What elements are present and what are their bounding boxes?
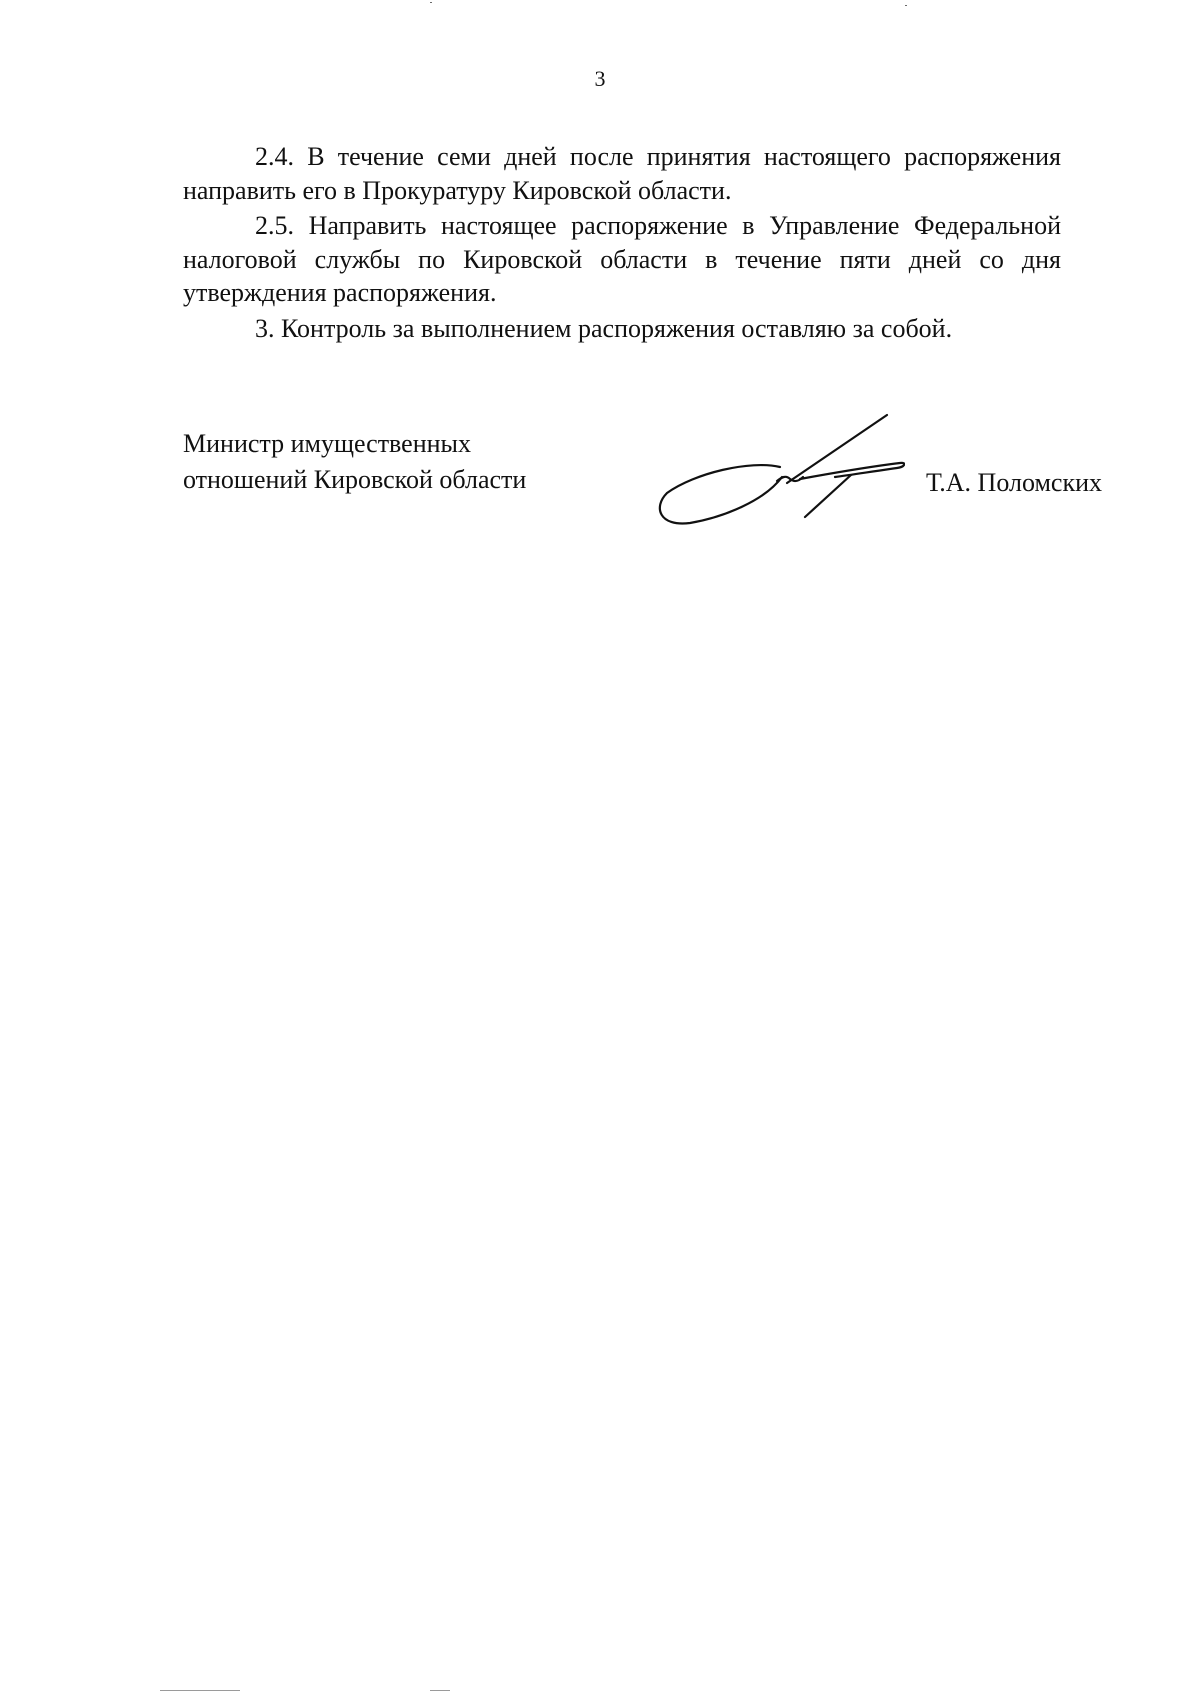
scan-artifact-bottom xyxy=(430,1690,450,1691)
handwritten-signature xyxy=(655,405,905,535)
position-line: отношений Кировской области xyxy=(183,465,527,494)
signatory-position xyxy=(183,426,526,498)
paragraph: 3. Контроль за выполнением распоряжения оставляю за собой. xyxy=(255,313,953,343)
paragraph: 2.5. Направить настоящее распоряжение в Управление Федеральной налоговой службы по Кировской области в течение пяти дней со дня утверждения распоряжения. xyxy=(183,211,1061,307)
scan-artifact-top xyxy=(430,2,432,3)
paragraph: 2.4. В течение семи дней после принятия настоящего распоряжения направить его в Прокуратуру Кировской области. xyxy=(183,142,1061,205)
document-body xyxy=(183,140,1061,345)
position-line: Министр имущественных xyxy=(183,429,472,458)
signatory-name: Т.А. Поломских xyxy=(926,468,1103,497)
page-number: 3 xyxy=(594,66,606,91)
scan-artifact-top xyxy=(905,5,907,6)
scan-artifact-bottom xyxy=(160,1690,240,1691)
